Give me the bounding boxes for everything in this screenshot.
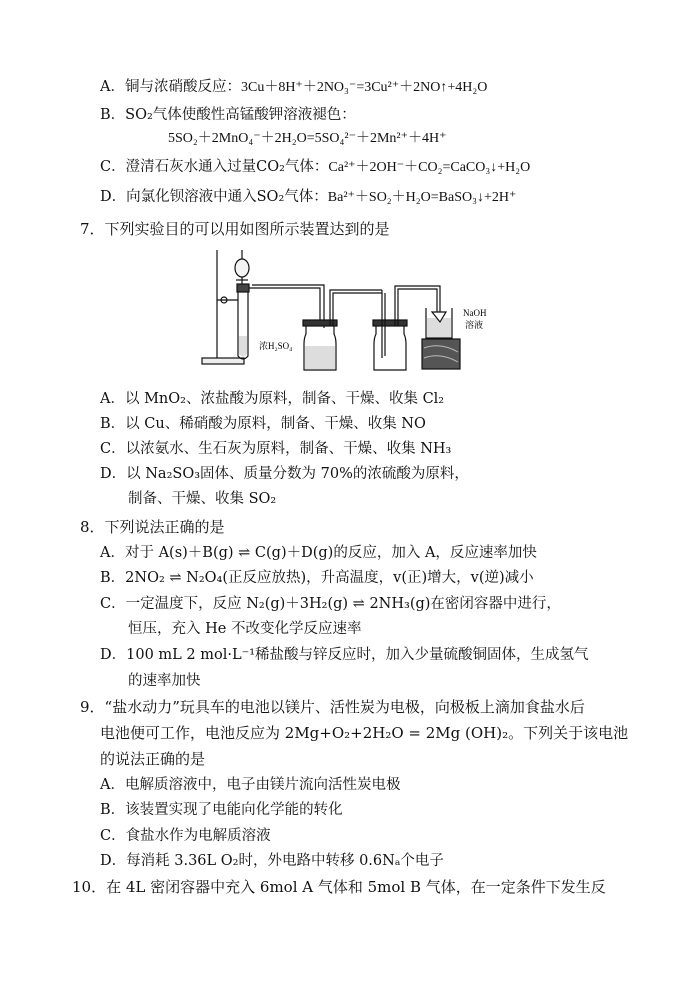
q7-option-b: B．以 Cu、稀硝酸为原料，制备、干燥、收集 NO: [100, 416, 426, 432]
q9-stem-line2: 电池便可工作，电池反应为 2Mg+O₂+2H₂O = 2Mg (OH)₂。下列关于该电池: [100, 724, 629, 742]
q9-option-c: C．食盐水作为电解质溶液: [100, 828, 271, 844]
q9-stem-line3: 的说法正确的是: [100, 750, 206, 768]
q9-stem-line1: 9．“盐水动力”玩具车的电池以镁片、活性炭为电极，向极板上滴加食盐水后: [80, 698, 585, 716]
q9-option-b: B．该装置实现了电能向化学能的转化: [100, 802, 343, 818]
q6-option-a-label: A．铜与浓硝酸反应：: [100, 79, 241, 95]
q7-option-d-cont: 制备、干燥、收集 SO₂: [128, 491, 277, 507]
q6-option-a-equation: 3Cu＋8H⁺＋2NO₃⁻=3Cu²⁺＋2NO↑+4H₂O: [240, 80, 488, 95]
conc-h2so4-label: 浓H₂SO₄: [259, 341, 293, 351]
q6-option-a: [100, 78, 487, 97]
q6-option-d-label: D．向氯化钡溶液中通入SO₂气体：: [100, 189, 328, 205]
solution-label: 溶液: [465, 320, 484, 330]
q8-stem: 8．下列说法正确的是: [80, 518, 225, 536]
q8-option-c: C．一定温度下，反应 N₂(g)＋3H₂(g) ⇌ 2NH₃(g)在密闭容器中进行，: [100, 596, 561, 612]
q10-stem: 10．在 4L 密闭容器中充入 6mol A 气体和 5mol B 气体，在一定条件下发生反: [72, 878, 606, 896]
q9-option-a: A．电解质溶液中，电子由镁片流向活性炭电极: [100, 777, 401, 793]
q6-option-b: [100, 106, 356, 124]
q6-option-d-equation: Ba²⁺＋SO₂＋H₂O=BaSO₃↓+2H⁺: [327, 190, 517, 205]
q8-option-b: B．2NO₂ ⇌ N₂O₄(正反应放热)，升高温度，v(正)增大，v(逆)减小: [100, 570, 534, 586]
q9-option-d: D．每消耗 3.36L O₂时，外电路中转移 0.6Nₐ个电子: [100, 853, 444, 869]
q6-option-b-equation: 5SO₂＋2MnO₄⁻＋2H₂O=5SO₄²⁻＋2Mn²⁺＋4H⁺: [168, 131, 447, 146]
q6-option-b-label: B．SO₂气体使酸性高锰酸钾溶液褪色：: [100, 107, 356, 123]
q7-option-a: A．以 MnO₂、浓盐酸为原料，制备、干燥、收集 Cl₂: [100, 391, 445, 407]
q7-option-c: C．以浓氨水、生石灰为原料，制备、干燥、收集 NH₃: [100, 441, 452, 457]
naoh-label: NaOH: [463, 308, 487, 318]
apparatus-figure: [200, 248, 500, 373]
q6-option-c-label: C．澄清石灰水通入过量CO₂气体：: [100, 159, 329, 175]
q8-option-d-cont: 的速率加快: [128, 673, 201, 689]
q8-option-d: D．100 mL 2 mol·L⁻¹稀盐酸与锌反应时，加入少量硫酸铜固体，生成氢气: [100, 647, 589, 663]
q6-option-c-equation: Ca²⁺＋2OH⁻＋CO₂=CaCO₃↓+H₂O: [328, 160, 531, 175]
q8-option-c-cont: 恒压，充入 He 不改变化学反应速率: [128, 621, 362, 637]
q7-option-d: D．以 Na₂SO₃固体、质量分数为 70%的浓硫酸为原料，: [100, 466, 469, 482]
q6-option-d: [100, 188, 516, 207]
q8-option-a: A．对于 A(s)＋B(g) ⇌ C(g)＋D(g)的反应，加入 A，反应速率加快: [100, 545, 537, 561]
q6-option-c: [100, 158, 530, 177]
q7-stem: 7．下列实验目的可以用如图所示装置达到的是: [80, 220, 390, 238]
